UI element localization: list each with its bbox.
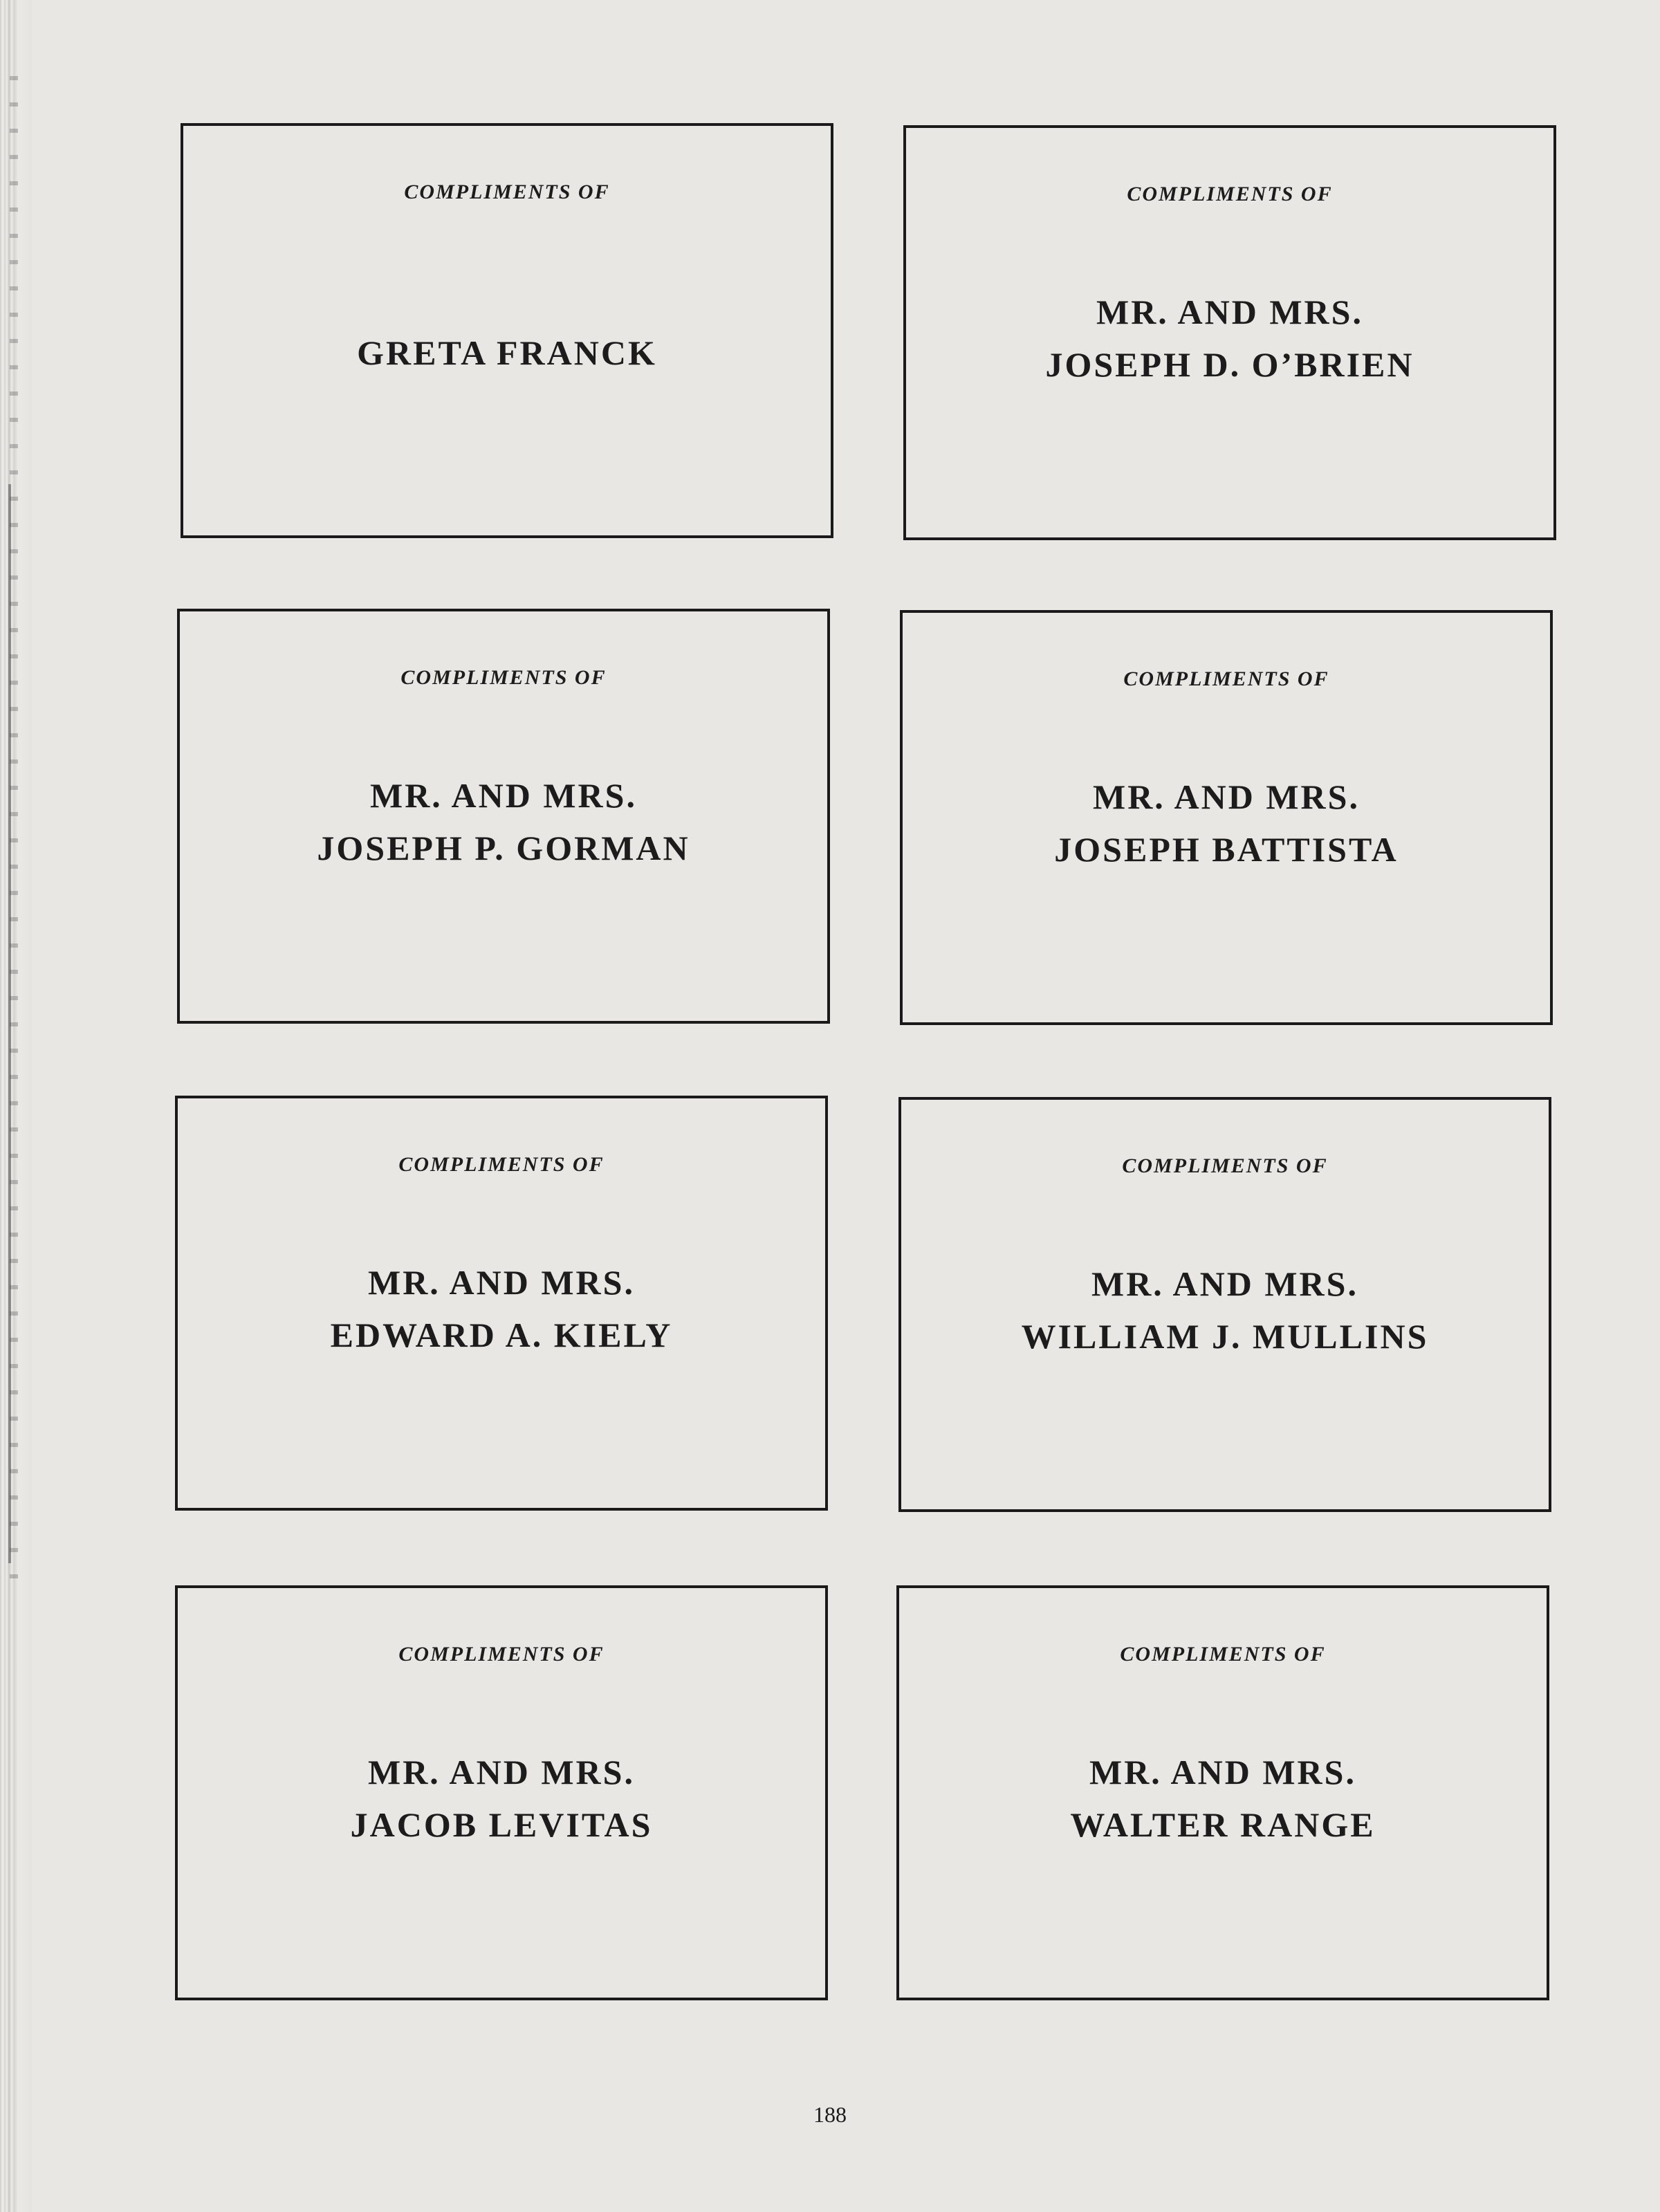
ad-name-line-1: MR. AND MRS. (1096, 293, 1363, 331)
ad-name-line-2: JOSEPH D. O’BRIEN (1045, 345, 1414, 384)
page-binding-edge (0, 0, 32, 2212)
ad-name-line-1: MR. AND MRS. (1089, 1753, 1356, 1791)
compliments-heading: COMPLIMENTS OF (398, 1153, 605, 1176)
compliments-heading: COMPLIMENTS OF (1120, 1643, 1326, 1666)
compliments-heading: COMPLIMENTS OF (404, 181, 610, 203)
ad-names (899, 1746, 1547, 1851)
compliments-heading: COMPLIMENTS OF (400, 666, 607, 689)
ad-card-jacob-levitas (175, 1585, 828, 2000)
ad-names (178, 1256, 825, 1361)
ad-names (906, 286, 1553, 391)
compliments-heading: COMPLIMENTS OF (1123, 667, 1329, 690)
ad-name-line-2: WILLIAM J. MULLINS (1021, 1317, 1429, 1356)
ad-card-walter-range (896, 1585, 1549, 2000)
ad-names (903, 771, 1550, 876)
ad-names (183, 326, 831, 379)
ad-name-line-1: MR. AND MRS. (368, 1263, 635, 1302)
ad-card-joseph-battista (900, 610, 1553, 1025)
compliments-heading: COMPLIMENTS OF (1122, 1154, 1328, 1177)
ad-card-joseph-gorman (177, 609, 830, 1024)
ad-card-greta-franck (181, 123, 833, 538)
page-number: 188 (813, 2102, 847, 2127)
ad-name-line-1: MR. AND MRS. (1093, 777, 1360, 816)
compliments-heading: COMPLIMENTS OF (1127, 183, 1333, 205)
ad-name-line-1: MR. AND MRS. (1091, 1264, 1358, 1303)
ad-name-line-1: MR. AND MRS. (370, 776, 637, 815)
ad-card-joseph-obrien (903, 125, 1556, 540)
binding-shadow (8, 484, 11, 1563)
ad-card-william-mullins (898, 1097, 1551, 1512)
ad-name-line-2: EDWARD A. KIELY (330, 1316, 673, 1354)
ad-names (178, 1746, 825, 1851)
ad-name-line-2: JOSEPH P. GORMAN (317, 829, 690, 867)
ad-name-line-2: JACOB LEVITAS (350, 1805, 653, 1844)
ad-name-line-2: WALTER RANGE (1070, 1805, 1376, 1844)
ad-name-line-2: JOSEPH BATTISTA (1054, 830, 1399, 869)
ad-name-line-1: GRETA FRANCK (357, 333, 657, 372)
ad-grid (175, 123, 1558, 2007)
ad-card-edward-kiely (175, 1096, 828, 1511)
ad-names (901, 1257, 1549, 1363)
ad-name-line-1: MR. AND MRS. (368, 1753, 635, 1791)
ad-names (180, 769, 827, 874)
compliments-heading: COMPLIMENTS OF (398, 1643, 605, 1666)
